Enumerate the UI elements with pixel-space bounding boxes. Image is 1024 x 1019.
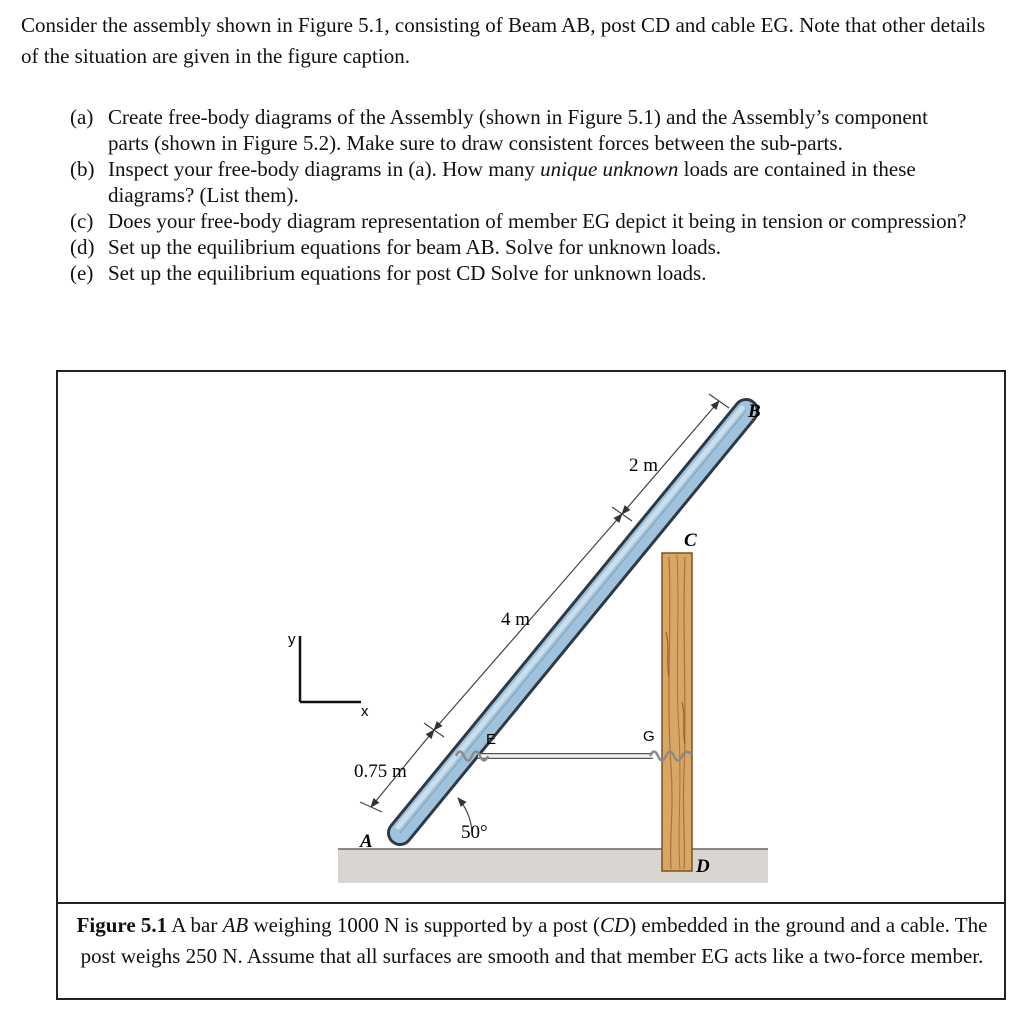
label-d: D — [696, 856, 710, 877]
part-text-emphasis: unique unknown — [540, 157, 679, 181]
label-g: G — [643, 728, 655, 745]
axis-x-label: x — [361, 703, 369, 720]
axis-y-label: y — [288, 631, 296, 648]
post-cd — [662, 553, 692, 871]
question-parts-list — [70, 104, 970, 286]
part-text-end: loads are contained in these diagrams? (List them). — [108, 157, 916, 207]
part-text-start: Inspect your free-body diagrams in (a). How many — [108, 157, 541, 181]
question-part-e — [70, 260, 970, 286]
cable-eg — [456, 752, 692, 761]
figure-caption — [72, 910, 992, 972]
dim-label-4m: 4 m — [501, 609, 531, 630]
caption-text: A bar — [167, 913, 223, 937]
part-text: Create free-body diagrams of the Assembly (shown in Figure 5.1) and the Assembly’s component parts (shown in Figure 5.2). Make sure to draw consistent forces between the sub-parts. — [108, 105, 929, 155]
part-text — [108, 156, 970, 208]
caption-text: ) embedded in the ground and a cable. The post weighs 250 N. Assume that all surfaces are smooth and that member EG acts like a two-force member. — [80, 913, 988, 968]
caption-italic-ab: AB — [222, 913, 249, 937]
question-part-d — [70, 234, 970, 260]
label-c: C — [684, 530, 697, 551]
dimension-ec — [434, 507, 632, 730]
assembly-diagram — [58, 372, 1004, 902]
caption-figure-label: Figure 5.1 — [76, 913, 168, 937]
dim-label-075m: 0.75 m — [354, 761, 407, 782]
intro-paragraph: Consider the assembly shown in Figure 5.1, consisting of Beam AB, post CD and cable EG. Note that other details of the situation are given in the figure caption. — [21, 13, 986, 68]
question-part-a — [70, 104, 970, 156]
dim-label-2m: 2 m — [629, 455, 659, 476]
caption-italic-cd: CD — [600, 913, 630, 937]
angle-label: 50° — [461, 822, 488, 843]
figure-box — [56, 370, 1006, 1000]
label-b: B — [748, 401, 761, 422]
caption-divider — [58, 902, 1004, 904]
label-a: A — [360, 831, 373, 852]
question-part-c — [70, 208, 970, 234]
beam-ab — [398, 408, 746, 833]
part-label: (d) — [70, 235, 95, 259]
label-e: E — [486, 731, 497, 748]
part-label: (b) — [70, 157, 95, 181]
part-label: (e) — [70, 261, 94, 285]
coordinate-axes — [288, 631, 369, 720]
caption-text: weighing 1000 N is supported by a post ( — [248, 913, 600, 937]
part-label: (c) — [70, 209, 94, 233]
part-text: Does your free-body diagram representation of member EG depict it being in tension or compression? — [108, 209, 967, 233]
part-text: Set up the equilibrium equations for post CD Solve for unknown loads. — [108, 261, 707, 285]
question-part-b — [70, 156, 970, 208]
part-label: (a) — [70, 105, 94, 129]
part-text: Set up the equilibrium equations for beam AB. Solve for unknown loads. — [108, 235, 721, 259]
